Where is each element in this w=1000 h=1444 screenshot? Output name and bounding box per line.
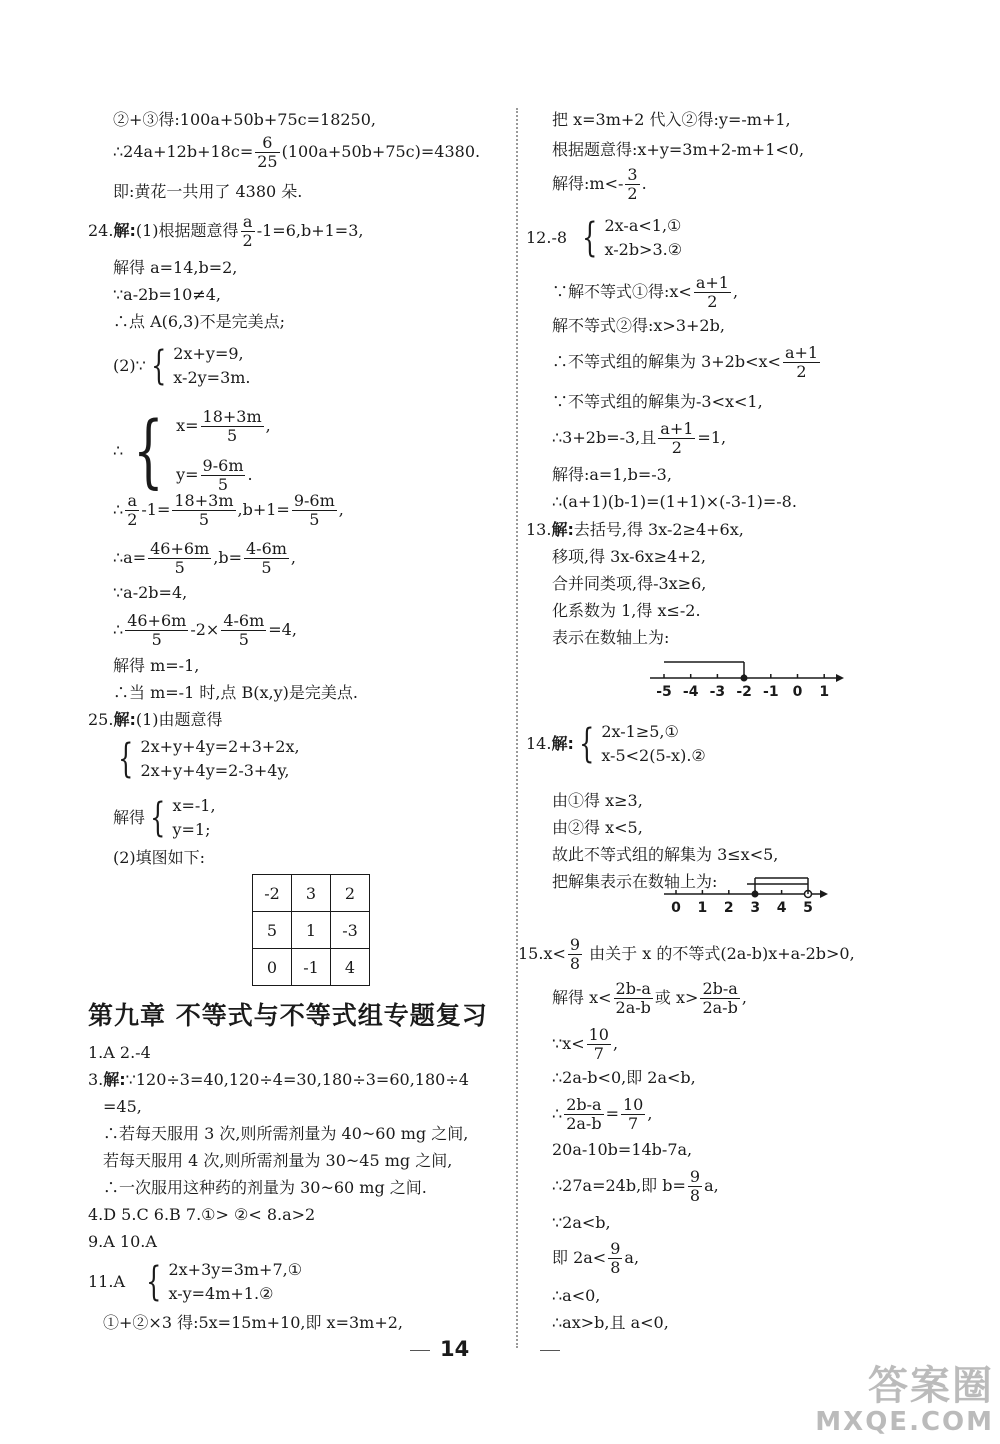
line: ∴一次服用这种药的剂量为 30~60 mg 之间. — [103, 1178, 427, 1197]
footer-dash — [410, 1350, 430, 1351]
line: 20a-10b=14b-7a, — [552, 1140, 693, 1159]
line: 由①得 x≥3, — [552, 791, 643, 810]
line: ∴ $\frac{2b-a}{2a-b}$ = $\frac{10}{7}$ , — [552, 1095, 653, 1133]
grid-cell: 2 — [331, 875, 370, 912]
line: ②+③得:100a+50b+75c=18250, — [113, 110, 377, 129]
line: =45, — [103, 1097, 142, 1116]
line: ∵不等式组的解集为-3<x<1, — [552, 392, 763, 411]
line: 合并同类项,得-3x≥6, — [552, 574, 707, 593]
grid-cell: 1 — [292, 912, 331, 949]
footer-dash — [540, 1350, 560, 1351]
line: ∴若每天服用 3 次,则所需剂量为 40~60 mg 之间, — [103, 1124, 469, 1143]
line: 9.A 10.A — [88, 1232, 157, 1251]
line: 移项,得 3x-6x≥4+2, — [552, 547, 706, 566]
tick-label: -4 — [682, 684, 699, 700]
line: ∴24a+12b+18c= $\frac{6}{25}$ (100a+50b+75c)=4380. — [113, 133, 481, 171]
line: ∴不等式组的解集为 3+2b<x< $\frac{a+1}{2}$ — [552, 343, 819, 381]
grid-cell: -3 — [331, 912, 370, 949]
grid-cell: 0 — [253, 949, 292, 986]
line: ∴a= $\frac{46+6m}{5}$ ,b= $\frac{4-6m}{5}$ , — [113, 539, 297, 577]
question-24: 24.解:(1)根据题意得 $\frac{a}{2}$ -1=6,b+1=3, — [88, 212, 364, 250]
line: 解得 x< $\frac{2b-a}{2a-b}$ 或 x> $\frac{2b-a}{2a-b}$ , — [552, 979, 747, 1017]
line: ∴当 m=-1 时,点 B(x,y)是完美点. — [113, 683, 358, 702]
line: 把解集表示在数轴上为: — [552, 872, 718, 891]
question-11: 11.A { 2x+3y=3m+7,① x-y=4m+1.② — [88, 1259, 303, 1305]
line: ∵x< $\frac{10}{7}$ , — [552, 1025, 619, 1063]
equation-system: { 2x+y+4y=2+3+2x, 2x+y+4y=2-3+4y, — [118, 736, 300, 782]
line: ∵2a<b, — [552, 1213, 611, 1232]
line: ∴ax>b,且 a<0, — [552, 1313, 669, 1332]
tick-label: 0 — [671, 900, 681, 916]
grid-cell: 5 — [253, 912, 292, 949]
line: ∴2a-b<0,即 2a<b, — [552, 1068, 696, 1087]
equation-system: 解得 { x=-1, y=1; — [113, 795, 216, 841]
line: ∴3+2b=-3,且 $\frac{a+1}{2}$ =1, — [552, 419, 727, 457]
equation-system: (2)∵ { 2x+y=9, x-2y=3m. — [113, 343, 251, 389]
number-line-1 — [640, 656, 850, 702]
question-25: 25.解:(1)由题意得 — [88, 710, 223, 729]
tick-label: 2 — [723, 900, 734, 916]
question-15: 15.x< $\frac{9}{8}$ 由关于 x 的不等式(2a-b)x+a-2b>0, — [518, 935, 855, 973]
watermark-logo-text: 答案圈 — [868, 1363, 994, 1409]
column-divider — [516, 108, 518, 1348]
line: 1.A 2.-4 — [88, 1043, 151, 1062]
fraction: $\frac{a}{2}$ — [242, 212, 253, 250]
line: 4.D 5.C 6.B 7.①> ②< 8.a>2 — [88, 1205, 316, 1224]
tick-label: 4 — [776, 900, 787, 916]
watermark-url: MXQE.COM — [815, 1407, 994, 1437]
line: 根据题意得:x+y=3m+2-m+1<0, — [552, 140, 805, 159]
line: 表示在数轴上为: — [552, 628, 670, 647]
line: 化系数为 1,得 x≤-2. — [552, 601, 701, 620]
line: ∴点 A(6,3)不是完美点; — [113, 312, 285, 331]
line: ∵a-2b=4, — [113, 583, 188, 602]
equation-system: ∴ { x= $\frac{18+3m}{5}$ , y= $\frac{9-6m}{5}$ . — [113, 404, 271, 497]
line: 解得:m<- $\frac{3}{2}$ . — [552, 165, 647, 203]
line: 即 2a< $\frac{9}{8}$ a, — [552, 1239, 640, 1277]
tick-label: 5 — [803, 900, 813, 916]
line: ∴ $\frac{a}{2}$ -1= $\frac{18+3m}{5}$ ,b+1= $\frac{9-6m}{5}$ , — [113, 491, 344, 529]
line: 故此不等式组的解集为 3≤x<5, — [552, 845, 779, 864]
fraction: $\frac{6}{25}$ — [257, 133, 278, 171]
line: 解得 a=14,b=2, — [113, 258, 238, 277]
question-14: 14.解: { 2x-1≥5,① x-5<2(5-x).② — [526, 721, 706, 767]
grid-cell: 4 — [331, 949, 370, 986]
line: (2)填图如下: — [113, 848, 206, 867]
line: 即:黄花一共用了 4380 朵. — [113, 182, 303, 201]
question-3: 3.解:∵120÷3=40,120÷4=30,180÷3=60,180÷4 — [88, 1070, 469, 1089]
line: ①+②×3 得:5x=15m+10,即 x=3m+2, — [103, 1313, 404, 1332]
line: ∵解不等式①得:x< $\frac{a+1}{2}$ , — [552, 273, 739, 311]
line: ∴(a+1)(b-1)=(1+1)×(-3-1)=-8. — [552, 492, 797, 511]
tick-label: -2 — [736, 684, 752, 700]
tick-label: 1 — [697, 900, 708, 916]
grid-cell: -1 — [292, 949, 331, 986]
line: 把 x=3m+2 代入②得:y=-m+1, — [552, 110, 791, 129]
question-12: 12.-8 { 2x-a<1,① x-2b>3.② — [526, 215, 683, 261]
line: 解得:a=1,b=-3, — [552, 465, 672, 484]
tick-label: 1 — [819, 684, 830, 700]
chapter-title: 第九章 不等式与不等式组专题复习 — [88, 1001, 488, 1030]
line: ∴ $\frac{46+6m}{5}$ -2× $\frac{4-6m}{5}$ =4, — [113, 611, 297, 649]
line: 解不等式②得:x>3+2b, — [552, 316, 725, 335]
line: ∴a<0, — [552, 1286, 601, 1305]
number-line-2 — [656, 872, 836, 916]
question-13: 13.解:去括号,得 3x-2≥4+6x, — [526, 520, 744, 539]
grid-cell: -2 — [253, 875, 292, 912]
line: 解得 m=-1, — [113, 656, 200, 675]
line: ∵a-2b=10≠4, — [113, 285, 221, 304]
line: ∴27a=24b,即 b= $\frac{9}{8}$ a, — [552, 1167, 719, 1205]
tick-label: 0 — [792, 684, 803, 700]
page-number: 14 — [440, 1337, 470, 1361]
magic-square-grid — [252, 874, 370, 986]
line: 若每天服用 4 次,则所需剂量为 30~45 mg 之间, — [103, 1151, 453, 1170]
grid-cell: 3 — [292, 875, 331, 912]
tick-label: -3 — [709, 684, 726, 700]
line: 由②得 x<5, — [552, 818, 643, 837]
tick-label: -1 — [763, 684, 779, 700]
tick-label: 3 — [750, 900, 761, 916]
watermark — [815, 1364, 994, 1436]
tick-label: -5 — [656, 684, 672, 700]
